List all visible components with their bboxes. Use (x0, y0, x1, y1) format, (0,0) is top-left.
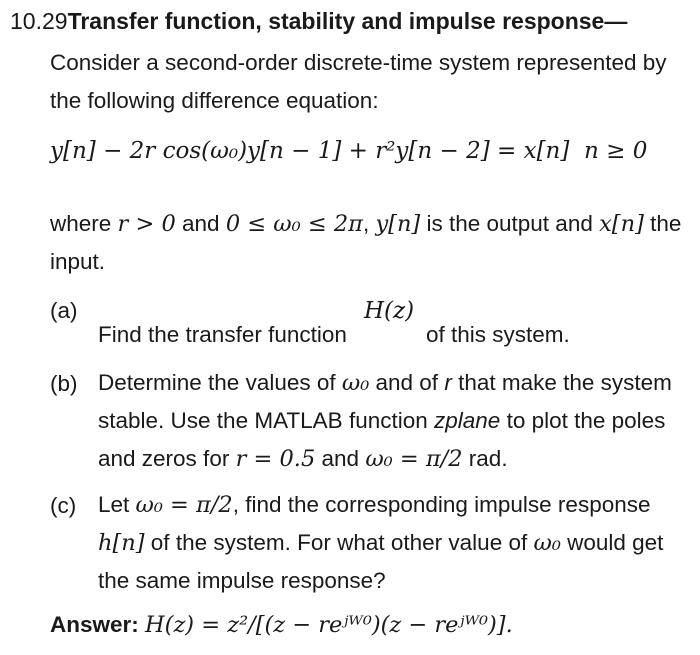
part-b-text-2: and of (369, 370, 445, 395)
part-b-text-5: and (315, 446, 366, 471)
part-b-math-r: r (444, 370, 452, 395)
part-b-text-4: to plot the poles and zeros for (98, 408, 666, 471)
where-math-input: x[n] (599, 211, 644, 237)
where-text-1: where (50, 211, 118, 236)
where-math-r: r > 0 (117, 211, 176, 237)
part-c-text-2: , find the corresponding impulse response (232, 492, 651, 517)
problem-number: 10.29 (10, 8, 68, 34)
where-text-4: is the output and (420, 211, 600, 236)
answer-line (50, 612, 513, 638)
problem-title: Transfer function, stability and impulse response— (67, 8, 628, 34)
where-text-3: , (362, 211, 376, 236)
part-c-text-3: of the system. For what other value of (144, 530, 534, 555)
answer-label: Answer: (50, 612, 139, 637)
part-b-text-6: rad. (462, 446, 508, 471)
part-b-math-omega: ω₀ (341, 370, 370, 396)
part-c-text-4: would get the same impulse response? (98, 530, 664, 593)
equation-condition: n ≥ 0 (584, 138, 648, 164)
part-a-transfer-function-symbol: H(z) (364, 298, 415, 324)
where-text-5: the input. (50, 211, 682, 274)
part-b-label: (b) (50, 371, 78, 396)
part-b-math-omega-value: ω₀ = π/2 (365, 446, 463, 472)
part-c-math-impulse: h[n] (98, 530, 145, 556)
part-a-text-after: of this system. (426, 322, 570, 347)
part-c-label: (c) (50, 493, 77, 518)
part-c-text-1: Let (98, 492, 136, 517)
part-b-text (98, 364, 690, 478)
difference-equation: y[n] − 2r cos(ω₀)y[n − 1] + r²y[n − 2] = x[n] (50, 138, 570, 164)
problem-intro: Consider a second-order discrete-time system represented by the following difference equation: (50, 50, 667, 113)
part-a-label: (a) (50, 298, 78, 323)
problem-header (10, 8, 627, 35)
part-a-text-before: Find the transfer function (98, 322, 347, 347)
part-c-text (98, 486, 690, 600)
part-b-text-3: that make the system stable. Use the MATLAB function (98, 370, 672, 433)
where-math-omega-range: 0 ≤ ω₀ ≤ 2π (225, 211, 363, 237)
part-b-text-1: Determine the values of (98, 370, 342, 395)
part-c-math-omega: ω₀ (533, 530, 561, 556)
part-b-zplane: zplane (434, 408, 501, 433)
part-c-math-omega-value: ω₀ = π/2 (135, 492, 233, 518)
where-text-2: and (175, 211, 226, 236)
where-math-output: y[n] (375, 211, 421, 237)
answer-formula: H(z) = z²/[(z − reʲᵂ⁰)(z − reʲᵂ⁰)]. (145, 612, 513, 638)
parameter-conditions (50, 205, 690, 281)
part-b-math-r-value: r = 0.5 (235, 446, 316, 472)
